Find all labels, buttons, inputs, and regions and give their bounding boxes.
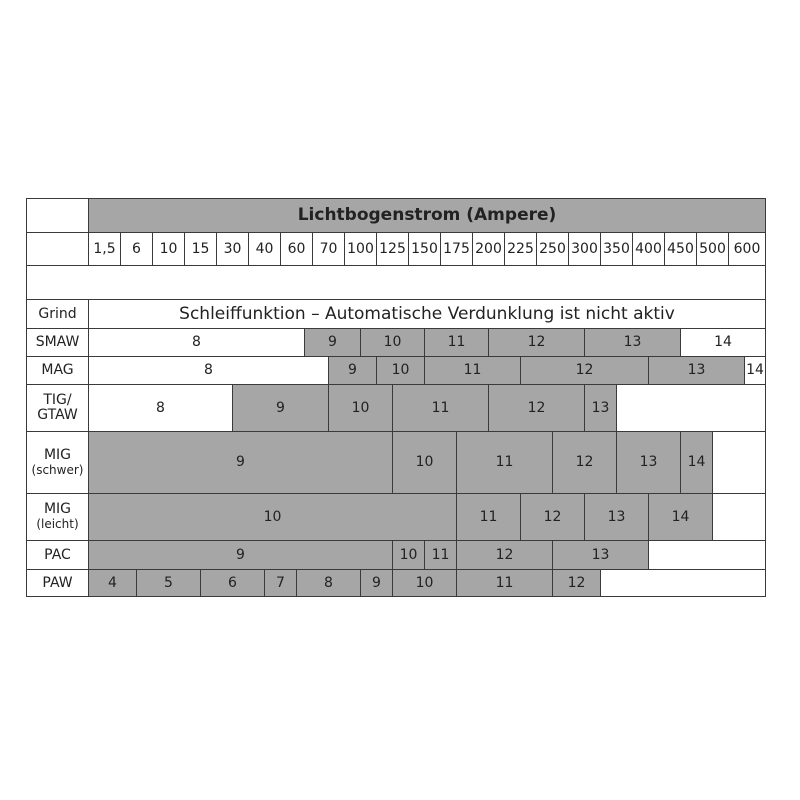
process-sublabel: GTAW — [37, 407, 78, 423]
amperage-tick: 250 — [536, 232, 569, 266]
shade-segment: 13 — [648, 356, 745, 385]
amperage-tick: 225 — [504, 232, 537, 266]
shade-segment: 9 — [304, 328, 361, 357]
shade-segment: 8 — [88, 328, 305, 357]
process-label — [26, 569, 89, 597]
shade-segment: 11 — [424, 540, 457, 570]
shade-segment: 12 — [552, 569, 601, 597]
amperage-tick: 70 — [312, 232, 345, 266]
process-label — [26, 431, 89, 494]
amperage-tick: 40 — [248, 232, 281, 266]
shade-segment: 12 — [488, 384, 585, 432]
shade-segment: 10 — [392, 569, 457, 597]
shade-level-table — [26, 198, 766, 597]
corner-cell — [26, 198, 89, 233]
amperage-tick: 200 — [472, 232, 505, 266]
process-sublabel: (leicht) — [36, 517, 79, 531]
amperage-tick: 500 — [696, 232, 729, 266]
shade-segment: 10 — [392, 431, 457, 494]
process-label — [26, 540, 89, 570]
shade-segment: 10 — [328, 384, 393, 432]
shade-segment: 14 — [680, 431, 713, 494]
process-name: PAW — [42, 574, 73, 591]
shade-segment: 6 — [200, 569, 265, 597]
shade-segment: 7 — [264, 569, 297, 597]
process-name: TIG/ — [43, 392, 72, 408]
process-label-grind: Grind — [26, 299, 89, 329]
process-name: PAC — [44, 546, 71, 563]
process-name: MAG — [41, 362, 74, 378]
shade-segment: 11 — [392, 384, 489, 432]
process-name: MIG — [43, 501, 72, 517]
shade-segment: 8 — [88, 356, 329, 385]
shade-segment: 12 — [520, 493, 585, 541]
shade-segment: 9 — [360, 569, 393, 597]
shade-segment: 12 — [552, 431, 617, 494]
shade-segment: 12 — [520, 356, 649, 385]
shade-segment — [600, 569, 766, 597]
amperage-tick: 10 — [152, 232, 185, 266]
amperage-tick: 350 — [600, 232, 633, 266]
shade-segment: 12 — [456, 540, 553, 570]
shade-segment: 13 — [552, 540, 649, 570]
shade-segment — [616, 384, 766, 432]
shade-segment: 12 — [488, 328, 585, 357]
shade-segment: 10 — [392, 540, 425, 570]
amperage-tick: 125 — [376, 232, 409, 266]
shade-segment — [712, 431, 766, 494]
process-label — [26, 493, 89, 541]
process-label — [26, 384, 89, 432]
spacer-row — [26, 265, 766, 300]
current-header-title: Lichtbogenstrom (Ampere) — [88, 198, 766, 233]
shade-segment — [648, 540, 766, 570]
shade-segment: 9 — [88, 540, 393, 570]
shade-segment: 11 — [424, 328, 489, 357]
amperage-tick: 300 — [568, 232, 601, 266]
amperage-tick: 60 — [280, 232, 313, 266]
shade-segment: 8 — [296, 569, 361, 597]
shade-segment: 11 — [456, 431, 553, 494]
process-name: SMAW — [35, 334, 80, 350]
shade-segment: 13 — [616, 431, 681, 494]
shade-segment: 14 — [648, 493, 713, 541]
amperage-tick: 100 — [344, 232, 377, 266]
shade-segment: 9 — [232, 384, 329, 432]
shade-segment: 11 — [424, 356, 521, 385]
shade-segment: 13 — [584, 384, 617, 432]
amperage-tick: 1,5 — [88, 232, 121, 266]
process-sublabel: (schwer) — [31, 462, 84, 477]
amperage-tick: 30 — [216, 232, 249, 266]
shade-segment: 9 — [328, 356, 377, 385]
amperage-tick: 175 — [440, 232, 473, 266]
shade-segment: 11 — [456, 569, 553, 597]
shade-segment: 14 — [680, 328, 766, 357]
tick-label-spacer — [26, 232, 89, 266]
shade-segment: 10 — [88, 493, 457, 541]
process-label — [26, 328, 89, 357]
amperage-tick: 400 — [632, 232, 665, 266]
shade-segment: 10 — [376, 356, 425, 385]
shade-segment: 10 — [360, 328, 425, 357]
amperage-tick: 600 — [728, 232, 766, 266]
amperage-tick: 6 — [120, 232, 153, 266]
shade-segment: 13 — [584, 493, 649, 541]
shade-segment: 11 — [456, 493, 521, 541]
shade-segment: 13 — [584, 328, 681, 357]
grind-note: Schleiffunktion – Automatische Verdunklung ist nicht aktiv — [88, 299, 766, 329]
shade-segment: 9 — [88, 431, 393, 494]
amperage-tick: 150 — [408, 232, 441, 266]
amperage-tick: 450 — [664, 232, 697, 266]
shade-segment: 4 — [88, 569, 137, 597]
shade-segment: 5 — [136, 569, 201, 597]
shade-segment: 14 — [744, 356, 766, 385]
shade-segment: 8 — [88, 384, 233, 432]
amperage-tick: 15 — [184, 232, 217, 266]
shade-segment — [712, 493, 766, 541]
process-label — [26, 356, 89, 385]
process-name: MIG — [43, 446, 72, 463]
